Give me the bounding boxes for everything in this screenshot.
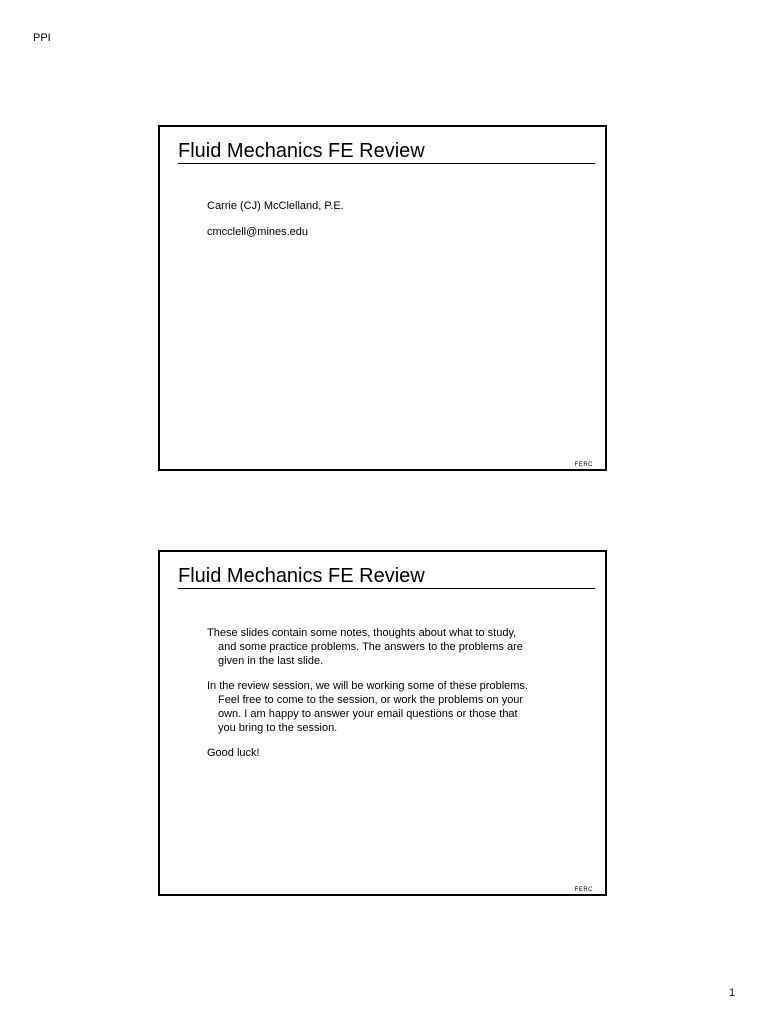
- slide-title: Fluid Mechanics FE Review: [178, 564, 595, 589]
- slide-body: [207, 626, 537, 771]
- slide-2: [158, 550, 607, 896]
- slide-title: Fluid Mechanics FE Review: [178, 139, 595, 164]
- slide-footer-label: FERC: [574, 887, 593, 893]
- slide-paragraph: In the review session, we will be working some of these problems. Feel free to come to the session, or work the problems on your own. I am happy to answer your email questions or those that you bring to the session.: [207, 680, 528, 734]
- slide-body: [207, 199, 547, 251]
- page-header-label: PPI: [33, 32, 51, 44]
- page-number: 1: [729, 987, 736, 999]
- slide-footer-label: FERC: [574, 462, 593, 468]
- slide-1: [158, 125, 607, 471]
- presenter-email: cmcclell@mines.edu: [207, 226, 309, 238]
- slide-paragraph: Good luck!: [207, 747, 260, 759]
- slide-paragraph: These slides contain some notes, thoughts about what to study, and some practice problems. The answers to the problems are given in the last slide.: [207, 627, 523, 667]
- presenter-name: Carrie (CJ) McClelland, P.E.: [207, 200, 344, 212]
